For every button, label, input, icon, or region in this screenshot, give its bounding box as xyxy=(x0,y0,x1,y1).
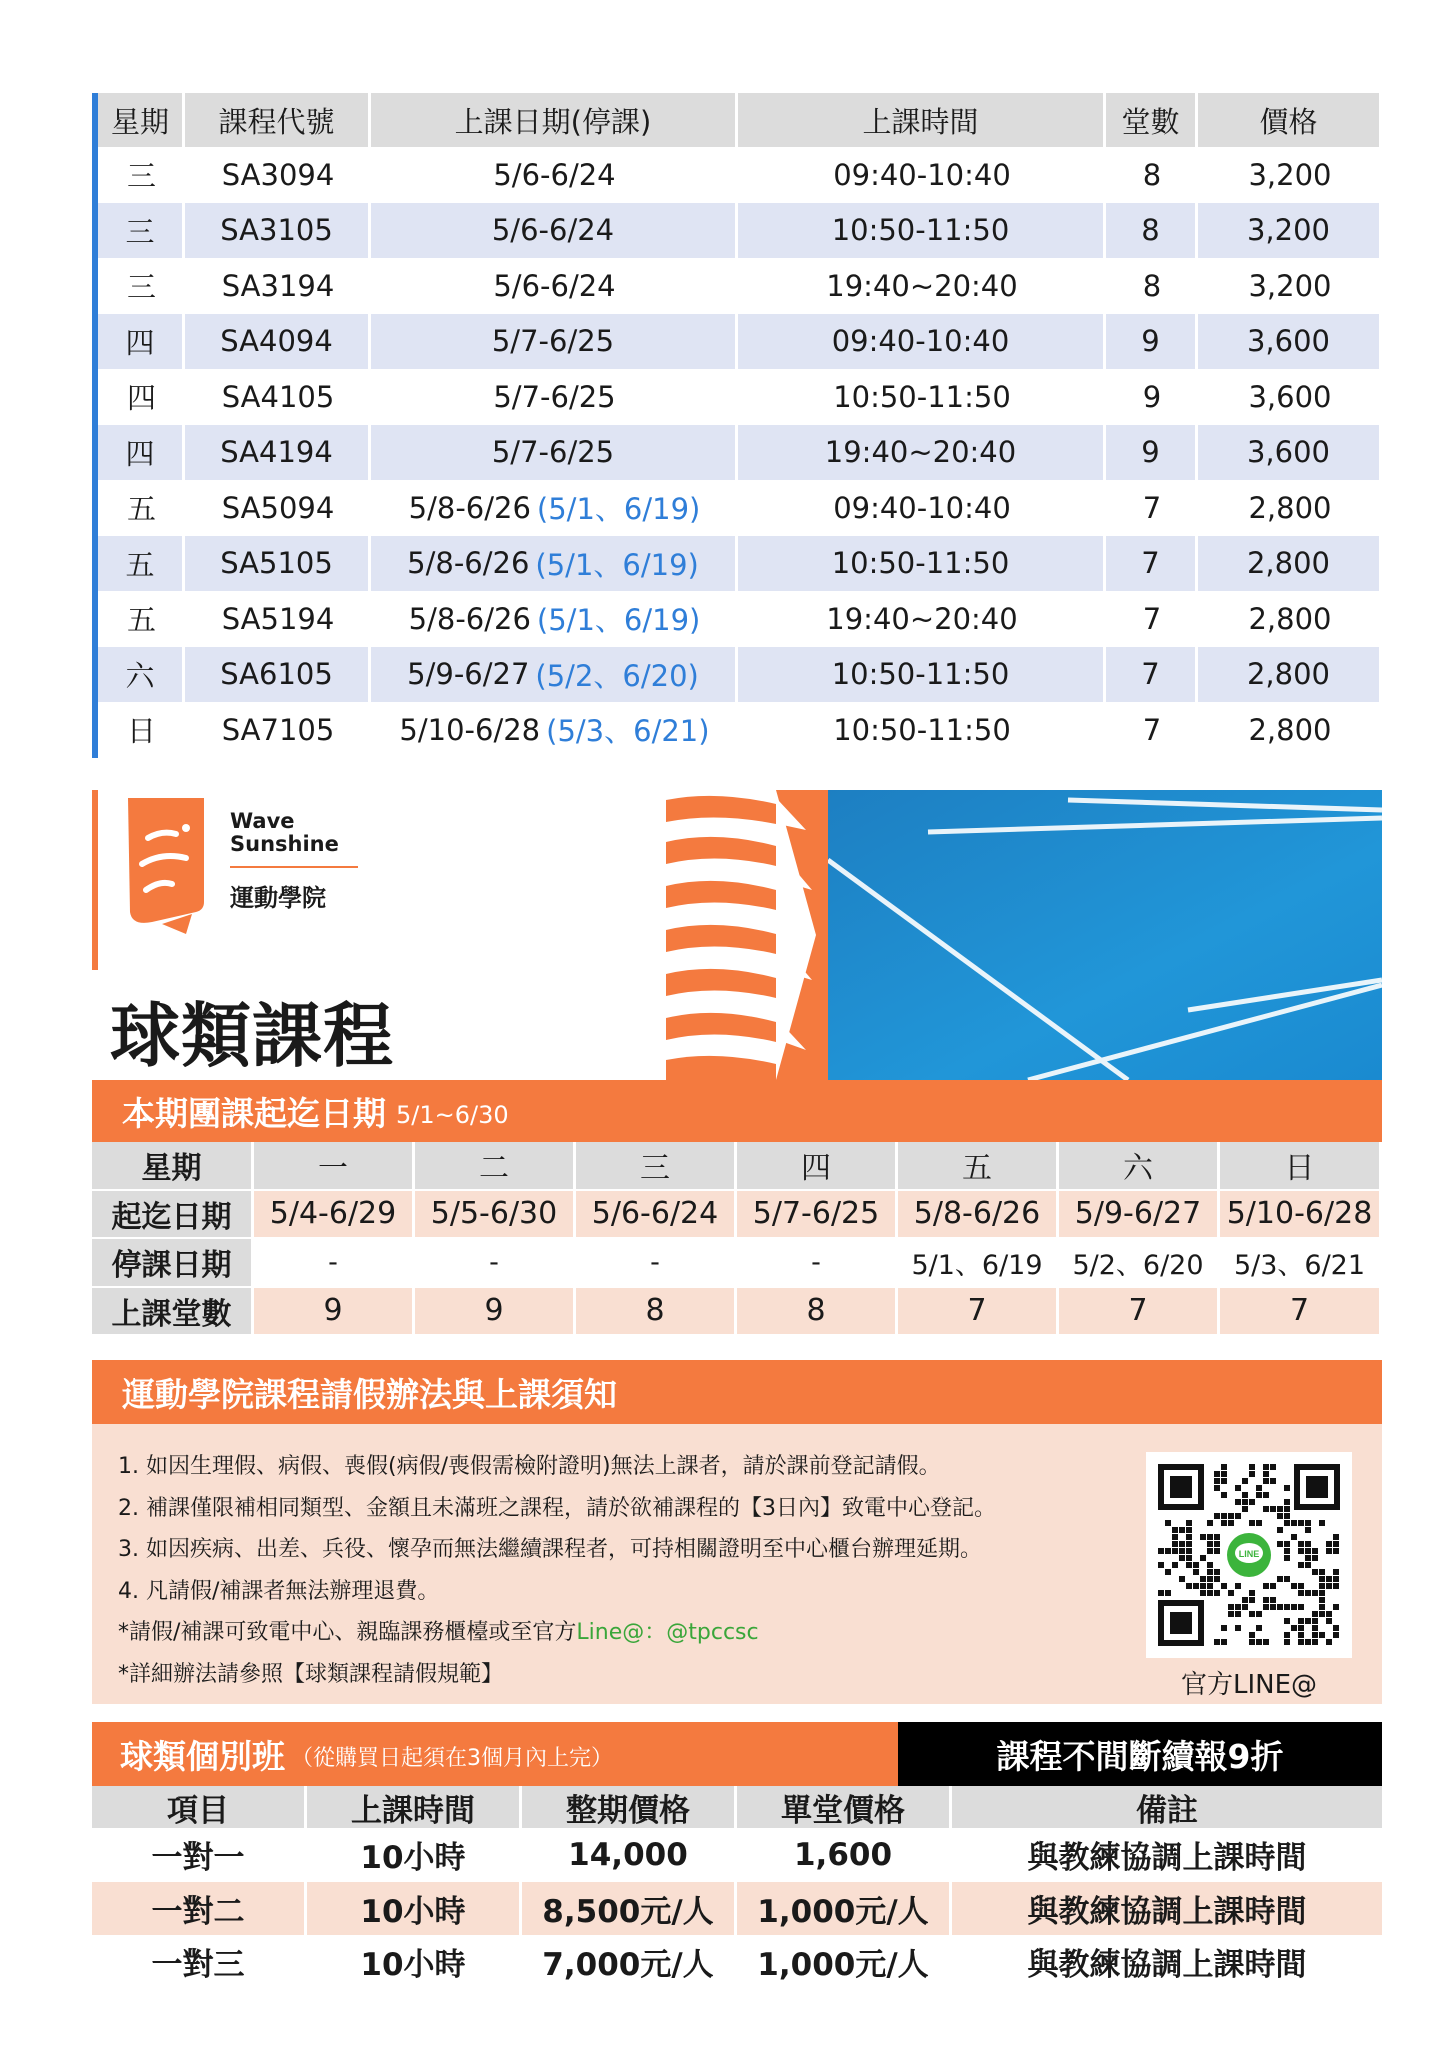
brand-english-name xyxy=(230,810,339,856)
course-date xyxy=(371,480,738,536)
week-row-label: 停課日期 xyxy=(92,1239,254,1288)
week-cell-pauses: - xyxy=(737,1239,898,1288)
course-count: 7 xyxy=(1142,490,1162,525)
course-time: 19:40~20:40 xyxy=(826,601,1018,636)
course-time: 10:50-11:50 xyxy=(738,203,1106,259)
table-row xyxy=(98,480,1382,536)
table-row xyxy=(98,702,1382,758)
course-day: 四 xyxy=(98,425,185,481)
course-time: 10:50-11:50 xyxy=(738,536,1106,592)
course-day: 日 xyxy=(126,714,156,749)
week-row-label: 起迄日期 xyxy=(92,1191,254,1240)
week-row-label: 上課堂數 xyxy=(92,1288,254,1337)
private-time: 10小時 xyxy=(307,1828,522,1882)
course-date xyxy=(371,314,738,370)
header-hours: 上課時間 xyxy=(307,1786,522,1828)
course-count: 9 xyxy=(1106,314,1198,370)
course-day: 四 xyxy=(98,314,185,370)
table-header-row xyxy=(98,93,1382,147)
wave-sunshine-logo-icon xyxy=(122,794,222,934)
table-row xyxy=(98,536,1382,592)
week-cell-counts: 7 xyxy=(1059,1288,1220,1337)
week-cell-ranges: 5/8-6/26 xyxy=(898,1191,1059,1240)
private-time: 10小時 xyxy=(307,1882,522,1936)
course-count: 7 xyxy=(1142,712,1162,747)
table-row xyxy=(98,591,1382,647)
course-date xyxy=(371,369,738,425)
course-count: 7 xyxy=(1142,601,1162,636)
course-date xyxy=(371,591,738,647)
week-row-days xyxy=(92,1142,1382,1191)
qr-code-label: 官方LINE@ xyxy=(1180,1670,1318,1700)
date-range: 5/8-6/26 xyxy=(408,601,531,636)
table-row xyxy=(98,647,1382,703)
course-count: 7 xyxy=(1106,536,1198,592)
course-time: 09:40-10:40 xyxy=(738,314,1106,370)
private-note: 與教練協調上課時間 xyxy=(1027,1947,1307,1984)
course-code: SA4194 xyxy=(185,425,371,481)
week-cell-ranges: 5/7-6/25 xyxy=(737,1191,898,1240)
course-price: 3,600 xyxy=(1198,425,1382,481)
course-date xyxy=(371,147,738,203)
course-date xyxy=(371,258,738,314)
page-title: 球類課程 xyxy=(110,995,394,1077)
course-price: 2,800 xyxy=(1248,490,1332,525)
course-schedule-table xyxy=(92,93,1382,758)
course-price: 3,600 xyxy=(1198,314,1382,370)
date-range: 5/7-6/25 xyxy=(493,379,616,414)
policy-note-1 xyxy=(118,1612,996,1654)
table-row xyxy=(98,425,1382,481)
course-time: 10:50-11:50 xyxy=(738,647,1106,703)
private-single: 1,600 xyxy=(737,1828,952,1882)
course-day: 三 xyxy=(126,270,156,305)
line-account-link[interactable]: Line@：@tpccsc xyxy=(576,1620,759,1645)
weekly-summary-table xyxy=(92,1142,1382,1336)
course-code: SA7105 xyxy=(221,712,335,747)
header-code: 課程代號 xyxy=(185,93,371,147)
period-header-bar xyxy=(92,1080,1382,1142)
course-price: 2,800 xyxy=(1198,536,1382,592)
private-header-row xyxy=(92,1786,1382,1828)
policy-item-4: 4. 凡請假/補課者無法辦理退費。 xyxy=(118,1578,440,1604)
course-day: 三 xyxy=(126,159,156,194)
brand-line-1: Wave xyxy=(230,809,295,833)
course-date xyxy=(371,203,738,259)
banner-accent-line xyxy=(92,790,98,970)
week-cell-pauses: - xyxy=(415,1239,576,1288)
course-count: 8 xyxy=(1106,203,1198,259)
course-code: SA4105 xyxy=(221,379,335,414)
header-price: 價格 xyxy=(1198,93,1382,147)
header-item: 項目 xyxy=(92,1786,307,1828)
policy-item-2: 2. 補課僅限補相同類型、金額且未滿班之課程，請於欲補課程的【3日內】致電中心登記。 xyxy=(118,1495,996,1521)
private-single: 1,000元/人 xyxy=(737,1882,952,1936)
table-row xyxy=(98,203,1382,259)
course-price: 2,800 xyxy=(1248,601,1332,636)
course-count: 7 xyxy=(1106,647,1198,703)
week-cell-days: 一 xyxy=(254,1142,415,1191)
policy-item-3: 3. 如因疾病、出差、兵役、懷孕而無法繼續課程者，可持相關證明至中心櫃台辦理延期。 xyxy=(118,1537,982,1562)
course-code: SA5105 xyxy=(185,536,371,592)
course-code: SA6105 xyxy=(185,647,371,703)
course-price: 3,200 xyxy=(1248,268,1332,303)
course-code: SA4094 xyxy=(185,314,371,370)
private-time: 10小時 xyxy=(307,1935,522,1989)
course-price: 3,600 xyxy=(1248,379,1332,414)
course-time: 10:50-11:50 xyxy=(833,379,1011,414)
week-cell-days: 五 xyxy=(898,1142,1059,1191)
course-code: SA5094 xyxy=(221,490,335,525)
course-date xyxy=(371,647,738,703)
private-lesson-note: （從購買日起須在3個月內上完） xyxy=(291,1745,613,1771)
private-lesson-header xyxy=(92,1722,898,1786)
week-cell-counts: 9 xyxy=(415,1288,576,1337)
leave-policy-header: 運動學院課程請假辦法與上課須知 xyxy=(92,1360,1382,1424)
course-price: 2,800 xyxy=(1198,647,1382,703)
pause-dates: (5/1、6/19) xyxy=(535,547,699,582)
course-time: 19:40~20:40 xyxy=(738,425,1106,481)
course-day: 六 xyxy=(98,647,185,703)
course-price: 2,800 xyxy=(1248,712,1332,747)
course-price: 3,200 xyxy=(1198,203,1382,259)
leave-policy-panel xyxy=(92,1424,1382,1704)
date-range: 5/8-6/26 xyxy=(408,490,531,525)
week-cell-days: 六 xyxy=(1059,1142,1220,1191)
policy-item-1: 1. 如因生理假、病假、喪假(病假/喪假需檢附證明)無法上課者，請於課前登記請假。 xyxy=(118,1454,941,1479)
week-cell-ranges: 5/6-6/24 xyxy=(576,1191,737,1240)
private-lesson-title: 球類個別班 xyxy=(120,1736,285,1776)
pause-dates: (5/3、6/21) xyxy=(546,714,710,749)
course-count: 8 xyxy=(1142,268,1162,303)
table-row xyxy=(98,147,1382,203)
week-cell-pauses: 5/1、6/19 xyxy=(898,1239,1059,1288)
week-cell-counts: 8 xyxy=(737,1288,898,1337)
period-title: 本期團課起迄日期 xyxy=(122,1093,386,1133)
date-range: 5/7-6/25 xyxy=(491,435,615,470)
line-qr-code[interactable] xyxy=(1146,1452,1352,1658)
private-item: 一對二 xyxy=(92,1882,307,1936)
date-range: 5/9-6/27 xyxy=(407,657,530,692)
course-day: 五 xyxy=(126,492,156,527)
course-day: 五 xyxy=(98,536,185,592)
private-note: 與教練協調上課時間 xyxy=(952,1882,1382,1936)
week-cell-days: 二 xyxy=(415,1142,576,1191)
policy-note-1-text: *請假/補課可致電中心、親臨課務櫃檯或至官方 xyxy=(118,1620,577,1645)
header-full-price: 整期價格 xyxy=(522,1786,737,1828)
course-count: 8 xyxy=(1142,157,1162,192)
week-cell-pauses: 5/2、6/20 xyxy=(1059,1239,1220,1288)
pause-dates: (5/1、6/19) xyxy=(536,492,701,527)
table-row xyxy=(92,1935,1382,1989)
header-single-price: 單堂價格 xyxy=(737,1786,952,1828)
course-date xyxy=(371,536,738,592)
week-cell-counts: 8 xyxy=(576,1288,737,1337)
course-price: 3,200 xyxy=(1248,157,1332,192)
course-code: SA3105 xyxy=(185,203,371,259)
course-time: 19:40~20:40 xyxy=(826,268,1018,303)
table-row xyxy=(92,1882,1382,1936)
week-cell-pauses: 5/3、6/21 xyxy=(1220,1239,1379,1288)
course-time: 10:50-11:50 xyxy=(833,712,1011,747)
date-range: 5/6-6/24 xyxy=(493,268,616,303)
week-row-counts xyxy=(92,1288,1382,1337)
course-day: 四 xyxy=(126,381,156,416)
week-cell-counts: 9 xyxy=(254,1288,415,1337)
week-cell-ranges: 5/10-6/28 xyxy=(1220,1191,1379,1240)
week-cell-ranges: 5/9-6/27 xyxy=(1059,1191,1220,1240)
leave-policy-list xyxy=(118,1446,996,1695)
date-range: 5/8-6/26 xyxy=(407,546,530,581)
course-day: 五 xyxy=(126,603,156,638)
renewal-discount-banner: 課程不間斷續報9折 xyxy=(898,1722,1382,1786)
course-date xyxy=(371,425,738,481)
header-date: 上課日期(停課) xyxy=(371,93,738,147)
private-item: 一對三 xyxy=(92,1935,307,1989)
date-range: 5/6-6/24 xyxy=(493,157,616,192)
course-code: SA3194 xyxy=(221,268,335,303)
week-cell-days: 日 xyxy=(1220,1142,1379,1191)
week-row-ranges xyxy=(92,1191,1382,1240)
table-row xyxy=(98,369,1382,425)
course-code: SA5194 xyxy=(221,601,335,636)
table-row xyxy=(98,314,1382,370)
course-code: SA3094 xyxy=(221,157,335,192)
week-row-pauses xyxy=(92,1239,1382,1288)
week-row-label: 星期 xyxy=(92,1142,254,1191)
private-single: 1,000元/人 xyxy=(737,1935,952,1989)
policy-note-2: *詳細辦法請參照【球類課程請假規範】 xyxy=(118,1661,504,1687)
date-range: 5/10-6/28 xyxy=(399,712,541,747)
private-full: 14,000 xyxy=(522,1828,737,1882)
court-photo-image xyxy=(828,790,1382,1080)
header-day: 星期 xyxy=(98,93,185,147)
week-cell-pauses: - xyxy=(254,1239,415,1288)
course-time: 09:40-10:40 xyxy=(833,157,1011,192)
week-cell-counts: 7 xyxy=(898,1288,1059,1337)
date-range: 5/7-6/25 xyxy=(491,324,615,359)
week-cell-days: 四 xyxy=(737,1142,898,1191)
pause-dates: (5/1、6/19) xyxy=(536,603,701,638)
table-row xyxy=(98,258,1382,314)
date-range: 5/6-6/24 xyxy=(491,213,615,248)
week-cell-counts: 7 xyxy=(1220,1288,1379,1337)
week-cell-pauses: - xyxy=(576,1239,737,1288)
line-badge: LINE xyxy=(1238,1549,1260,1559)
private-note: 與教練協調上課時間 xyxy=(1027,1840,1307,1877)
header-time: 上課時間 xyxy=(738,93,1106,147)
private-full: 7,000元/人 xyxy=(522,1935,737,1989)
course-time: 09:40-10:40 xyxy=(833,490,1011,525)
brand-line-2: Sunshine xyxy=(230,832,339,856)
course-date xyxy=(371,702,738,758)
private-full: 8,500元/人 xyxy=(522,1882,737,1936)
week-cell-days: 三 xyxy=(576,1142,737,1191)
week-cell-ranges: 5/5-6/30 xyxy=(415,1191,576,1240)
course-count: 9 xyxy=(1142,379,1162,414)
course-banner xyxy=(92,790,1382,1080)
brand-chinese-name: 運動學院 xyxy=(230,884,326,912)
wave-stripes-graphic xyxy=(666,790,830,1080)
pause-dates: (5/2、6/20) xyxy=(535,658,699,693)
header-remark: 備註 xyxy=(952,1786,1382,1828)
brand-divider xyxy=(230,866,358,868)
week-cell-ranges: 5/4-6/29 xyxy=(254,1191,415,1240)
header-count: 堂數 xyxy=(1106,93,1198,147)
course-count: 9 xyxy=(1106,425,1198,481)
course-day: 三 xyxy=(98,203,185,259)
private-item: 一對一 xyxy=(92,1828,307,1882)
table-row xyxy=(92,1828,1382,1882)
qr-code-icon xyxy=(1146,1452,1352,1658)
period-range: 5/1~6/30 xyxy=(396,1101,509,1129)
private-lesson-table xyxy=(92,1786,1382,1989)
